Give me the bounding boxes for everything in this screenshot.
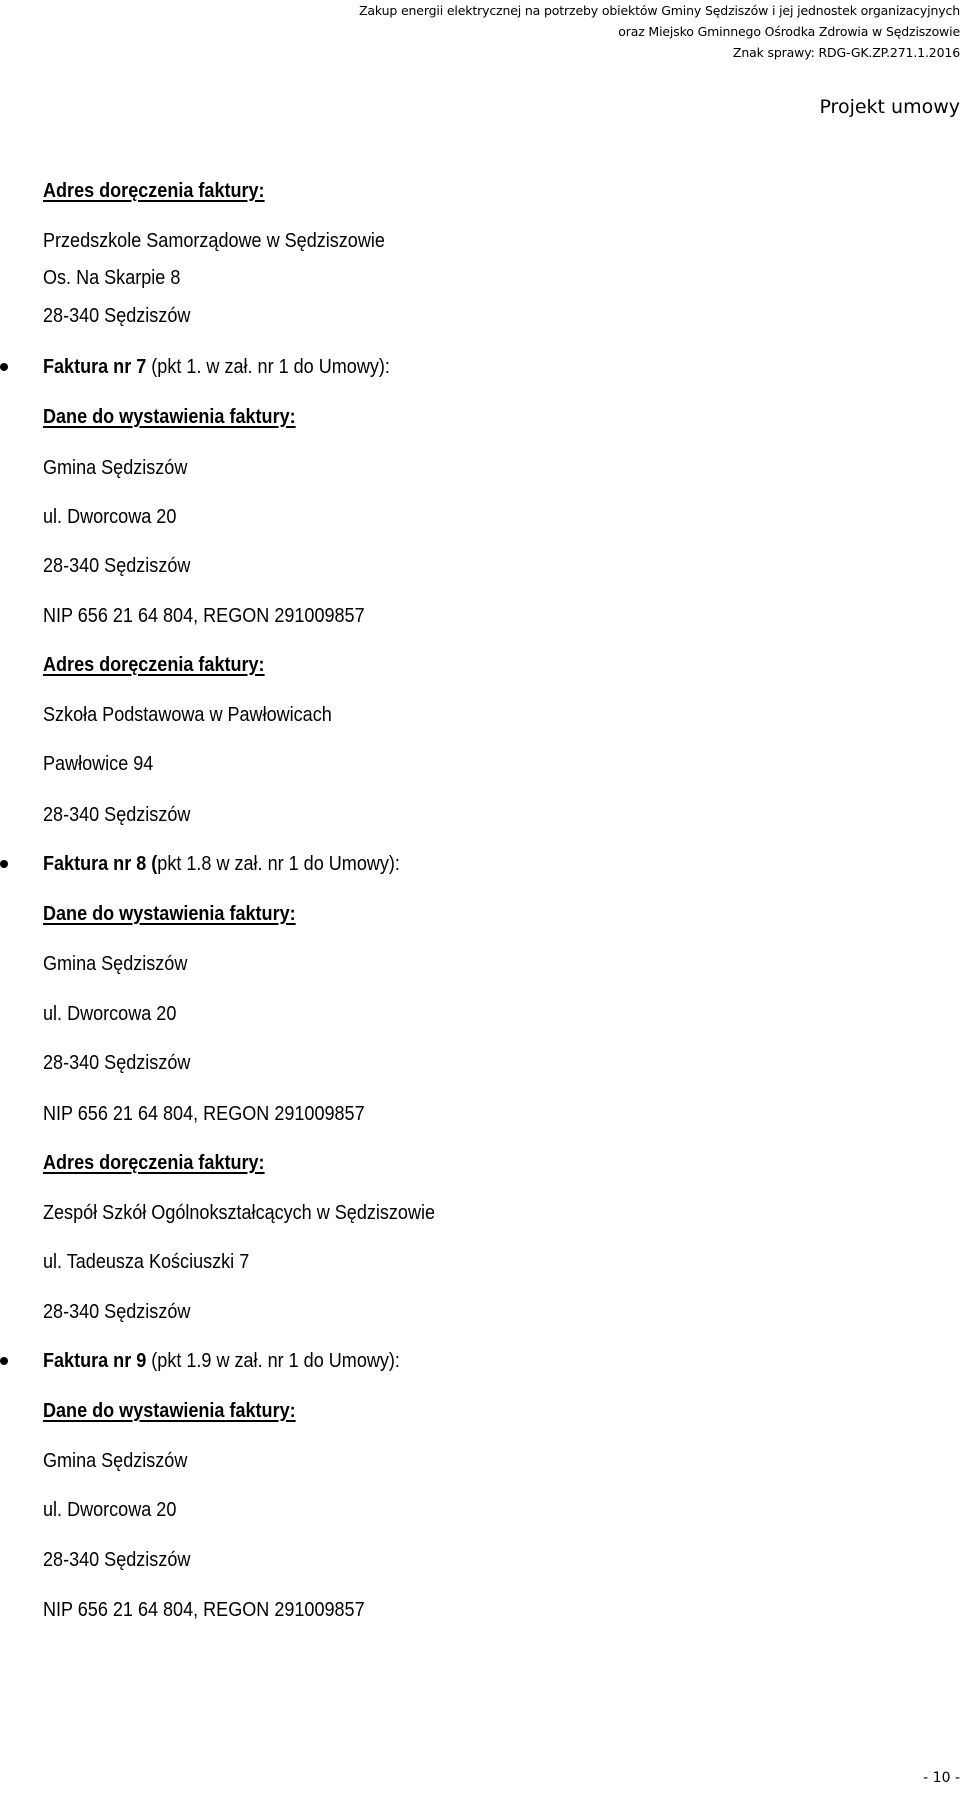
delivery-address-heading: Adres doręczenia faktury: bbox=[43, 1151, 265, 1174]
delivery-address-name: Szkoła Podstawowa w Pawłowicach bbox=[43, 703, 332, 726]
delivery-address-street: Pawłowice 94 bbox=[43, 752, 154, 775]
issue-data-heading: Dane do wystawienia faktury: bbox=[43, 1399, 296, 1422]
bullet-icon bbox=[0, 1357, 8, 1365]
invoice-item bbox=[0, 851, 960, 877]
delivery-address-city: 28-340 Sędziszów bbox=[43, 1300, 191, 1323]
invoice-number: Faktura nr 8 ( bbox=[43, 852, 158, 875]
delivery-address-city: 28-340 Sędziszów bbox=[43, 803, 191, 826]
delivery-address-name: Przedszkole Samorządowe w Sędziszowie bbox=[43, 229, 385, 252]
issue-city: 28-340 Sędziszów bbox=[43, 554, 191, 577]
delivery-address-heading: Adres doręczenia faktury: bbox=[43, 653, 265, 676]
issue-data-heading: Dane do wystawienia faktury: bbox=[43, 405, 296, 428]
issue-tax-ids: NIP 656 21 64 804, REGON 291009857 bbox=[43, 1598, 365, 1621]
bullet-icon bbox=[0, 860, 8, 868]
issue-name: Gmina Sędziszów bbox=[43, 1449, 188, 1472]
issue-street: ul. Dworcowa 20 bbox=[43, 505, 177, 528]
issue-tax-ids: NIP 656 21 64 804, REGON 291009857 bbox=[43, 604, 365, 627]
document-type: Projekt umowy bbox=[819, 96, 960, 118]
invoice-title bbox=[43, 1348, 400, 1374]
issue-city: 28-340 Sędziszów bbox=[43, 1548, 191, 1571]
invoice-item bbox=[0, 1348, 960, 1374]
page-number: - 10 - bbox=[923, 1770, 960, 1786]
issue-street: ul. Dworcowa 20 bbox=[43, 1498, 177, 1521]
header-procurement-title: Zakup energii elektrycznej na potrzeby obiektów Gminy Sędziszów i jej jednostek organizacyjnych bbox=[358, 3, 960, 18]
header-case-number: Znak sprawy: RDG-GK.ZP.271.1.2016 bbox=[732, 45, 960, 60]
invoice-reference: (pkt 1. w zał. nr 1 do Umowy): bbox=[146, 355, 390, 378]
invoice-title bbox=[43, 851, 400, 877]
issue-street: ul. Dworcowa 20 bbox=[43, 1002, 177, 1025]
header-procurement-subtitle: oraz Miejsko Gminnego Ośrodka Zdrowia w Sędziszowie bbox=[618, 24, 960, 39]
delivery-address-street: ul. Tadeusza Kościuszki 7 bbox=[43, 1250, 250, 1273]
delivery-address-city: 28-340 Sędziszów bbox=[43, 304, 191, 327]
issue-data-heading: Dane do wystawienia faktury: bbox=[43, 902, 296, 925]
delivery-address-heading: Adres doręczenia faktury: bbox=[43, 179, 265, 202]
issue-name: Gmina Sędziszów bbox=[43, 456, 188, 479]
delivery-address-name: Zespół Szkół Ogólnokształcących w Sędziszowie bbox=[43, 1201, 436, 1224]
invoice-number: Faktura nr 7 bbox=[43, 355, 147, 378]
invoice-reference: pkt 1.8 w zał. nr 1 do Umowy): bbox=[157, 852, 400, 875]
issue-name: Gmina Sędziszów bbox=[43, 952, 188, 975]
issue-tax-ids: NIP 656 21 64 804, REGON 291009857 bbox=[43, 1102, 365, 1125]
invoice-reference: (pkt 1.9 w zał. nr 1 do Umowy): bbox=[146, 1349, 400, 1372]
issue-city: 28-340 Sędziszów bbox=[43, 1051, 191, 1074]
invoice-number: Faktura nr 9 bbox=[43, 1349, 147, 1372]
delivery-address-street: Os. Na Skarpie 8 bbox=[43, 266, 181, 289]
invoice-title bbox=[43, 354, 390, 380]
bullet-icon bbox=[0, 363, 8, 371]
invoice-item bbox=[0, 354, 960, 380]
